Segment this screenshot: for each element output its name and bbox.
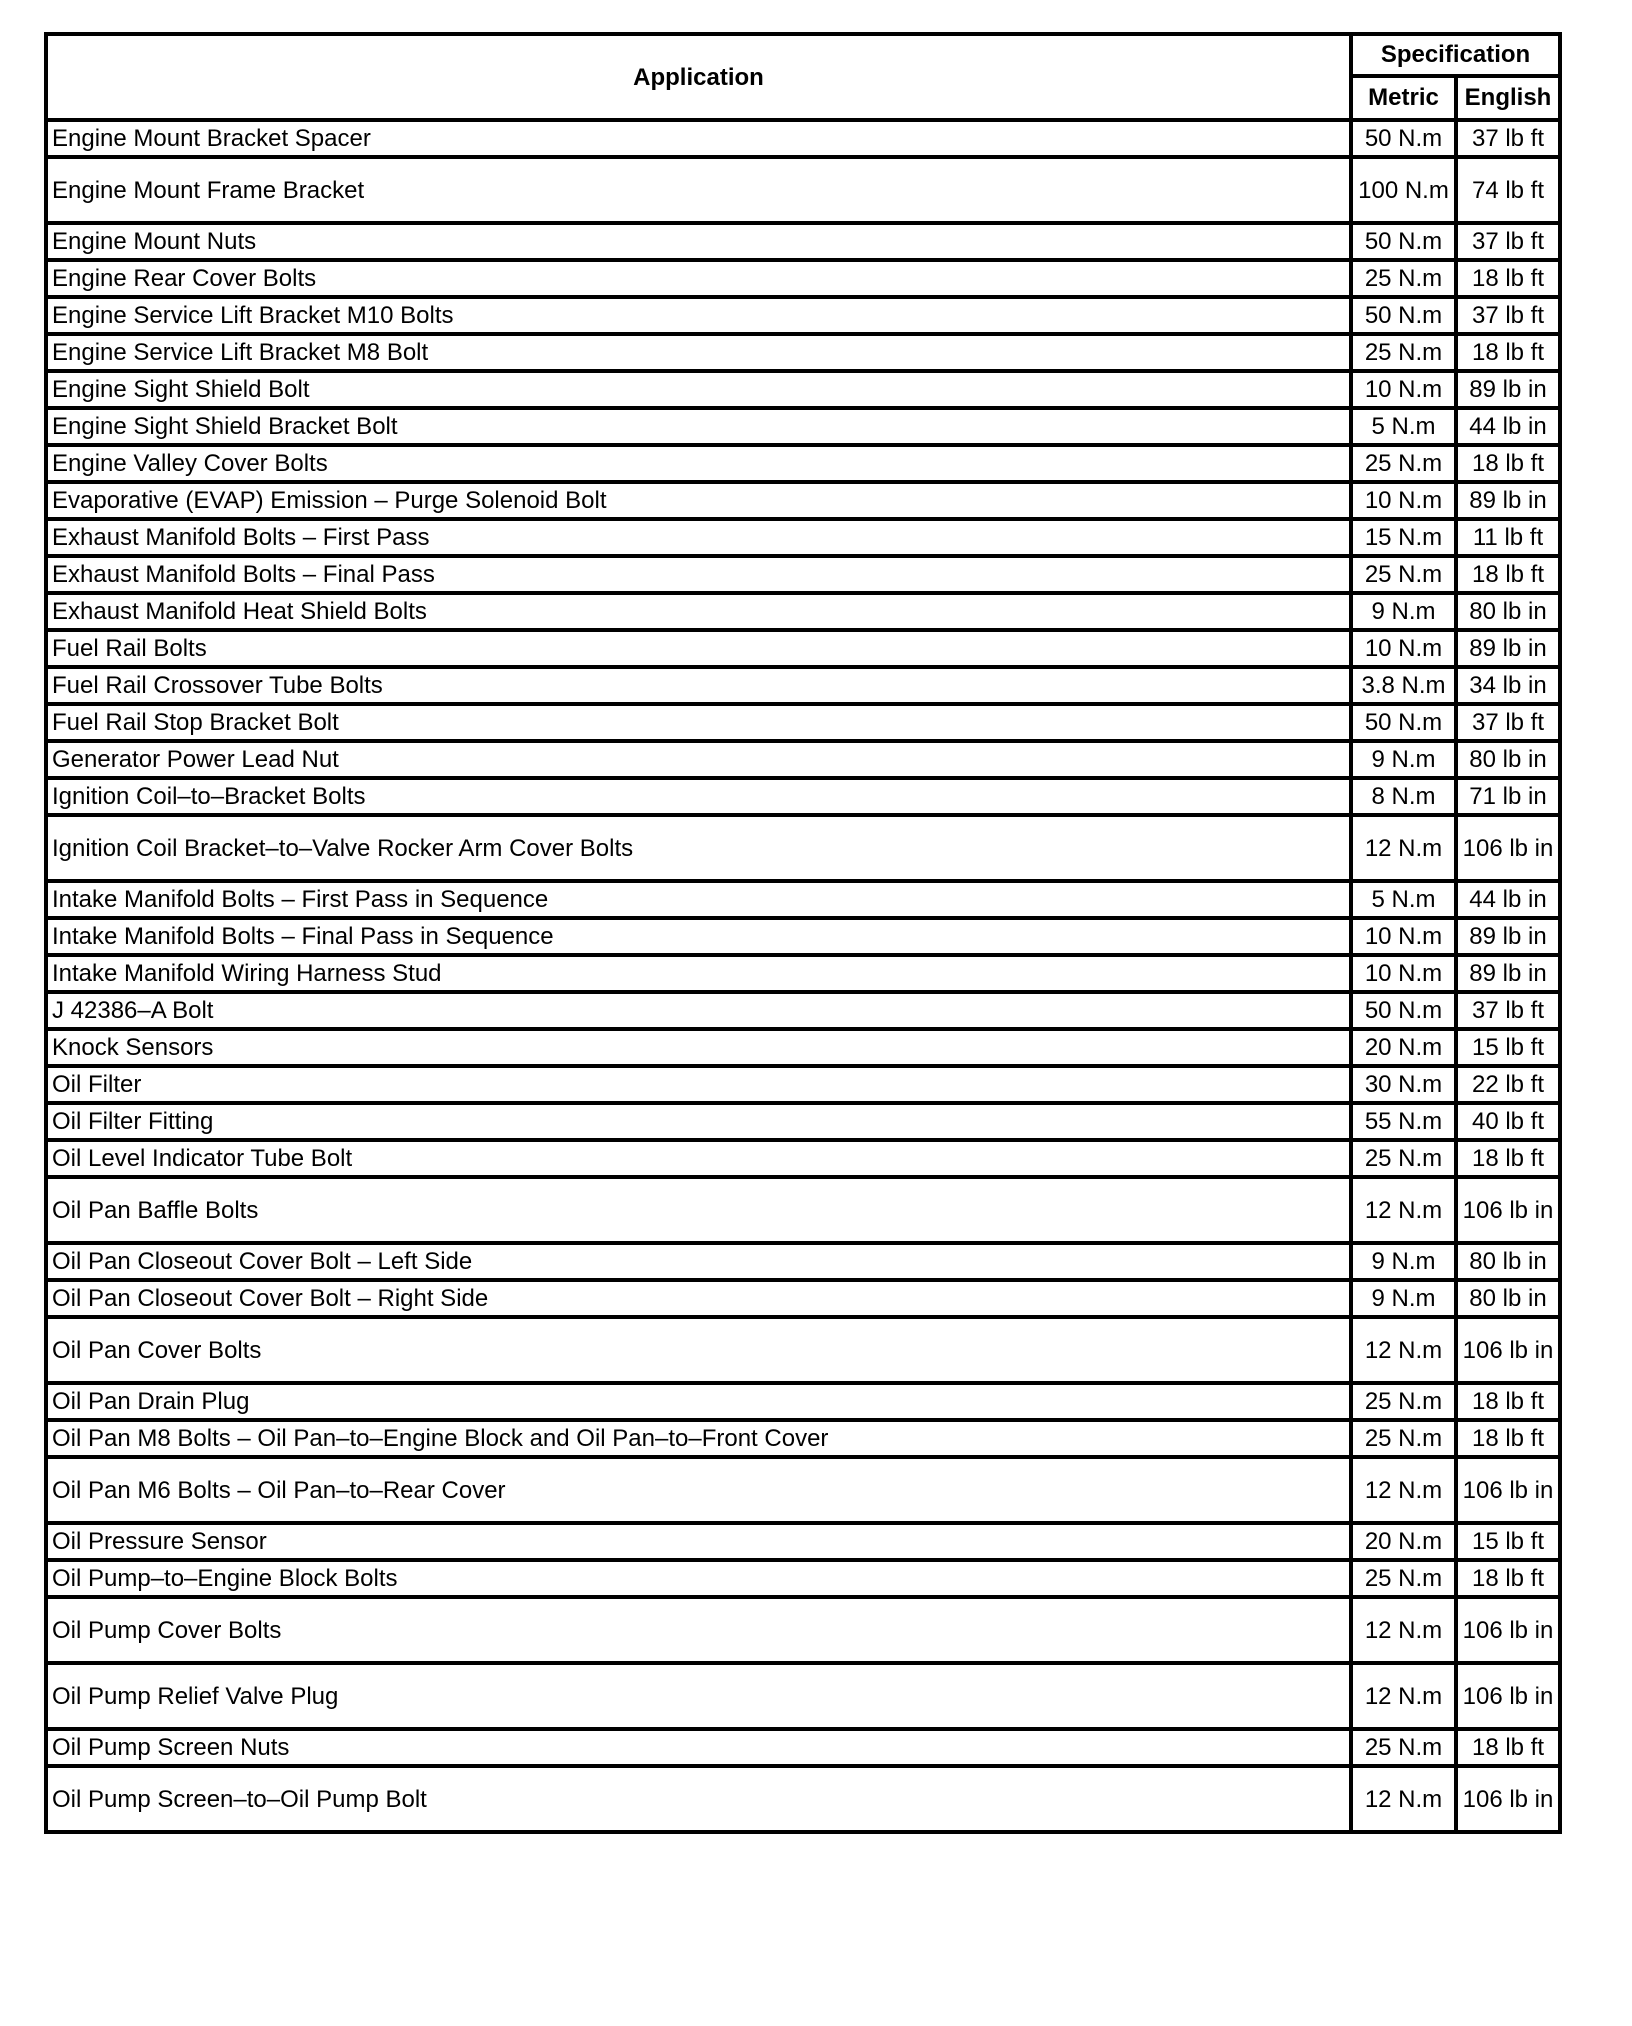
- english-cell: 18 lb ft: [1456, 1383, 1560, 1420]
- english-cell: 106 lb in: [1456, 1766, 1560, 1832]
- metric-cell: 20 N.m: [1351, 1029, 1456, 1066]
- table-row: [46, 918, 1560, 955]
- application-cell: Engine Service Lift Bracket M8 Bolt: [46, 334, 1351, 371]
- table-row: [46, 815, 1560, 881]
- table-row: [46, 1066, 1560, 1103]
- table-row: [46, 445, 1560, 482]
- application-cell: Oil Pan Closeout Cover Bolt – Right Side: [46, 1280, 1351, 1317]
- application-cell: Engine Service Lift Bracket M10 Bolts: [46, 297, 1351, 334]
- english-cell: 106 lb in: [1456, 1457, 1560, 1523]
- application-cell: Intake Manifold Wiring Harness Stud: [46, 955, 1351, 992]
- english-header: English: [1456, 76, 1560, 120]
- table-row: [46, 1317, 1560, 1383]
- application-cell: Oil Pump Screen–to–Oil Pump Bolt: [46, 1766, 1351, 1832]
- table-row: [46, 260, 1560, 297]
- application-cell: Oil Pump–to–Engine Block Bolts: [46, 1560, 1351, 1597]
- metric-cell: 9 N.m: [1351, 1280, 1456, 1317]
- english-cell: 37 lb ft: [1456, 223, 1560, 260]
- english-cell: 71 lb in: [1456, 778, 1560, 815]
- english-cell: 80 lb in: [1456, 1280, 1560, 1317]
- english-cell: 37 lb ft: [1456, 704, 1560, 741]
- table-row: [46, 1140, 1560, 1177]
- english-cell: 11 lb ft: [1456, 519, 1560, 556]
- metric-cell: 50 N.m: [1351, 704, 1456, 741]
- table-row: [46, 1103, 1560, 1140]
- english-cell: 106 lb in: [1456, 1597, 1560, 1663]
- metric-cell: 12 N.m: [1351, 1766, 1456, 1832]
- metric-cell: 10 N.m: [1351, 630, 1456, 667]
- metric-cell: 50 N.m: [1351, 120, 1456, 157]
- application-cell: Oil Pan Baffle Bolts: [46, 1177, 1351, 1243]
- table-row: [46, 223, 1560, 260]
- metric-cell: 8 N.m: [1351, 778, 1456, 815]
- english-cell: 18 lb ft: [1456, 445, 1560, 482]
- metric-cell: 15 N.m: [1351, 519, 1456, 556]
- table-row: [46, 1663, 1560, 1729]
- english-cell: 40 lb ft: [1456, 1103, 1560, 1140]
- metric-cell: 55 N.m: [1351, 1103, 1456, 1140]
- english-cell: 44 lb in: [1456, 408, 1560, 445]
- metric-cell: 12 N.m: [1351, 1663, 1456, 1729]
- metric-cell: 25 N.m: [1351, 1560, 1456, 1597]
- metric-cell: 12 N.m: [1351, 815, 1456, 881]
- table-row: [46, 157, 1560, 223]
- application-cell: Oil Pump Cover Bolts: [46, 1597, 1351, 1663]
- english-cell: 89 lb in: [1456, 918, 1560, 955]
- application-cell: Fuel Rail Stop Bracket Bolt: [46, 704, 1351, 741]
- table-row: [46, 704, 1560, 741]
- english-cell: 18 lb ft: [1456, 260, 1560, 297]
- metric-cell: 25 N.m: [1351, 334, 1456, 371]
- english-cell: 15 lb ft: [1456, 1523, 1560, 1560]
- english-cell: 37 lb ft: [1456, 120, 1560, 157]
- metric-cell: 50 N.m: [1351, 992, 1456, 1029]
- torque-spec-table: [44, 32, 1562, 1834]
- table-row: [46, 556, 1560, 593]
- table-row: [46, 630, 1560, 667]
- metric-cell: 100 N.m: [1351, 157, 1456, 223]
- english-cell: 37 lb ft: [1456, 992, 1560, 1029]
- metric-cell: 12 N.m: [1351, 1597, 1456, 1663]
- metric-cell: 10 N.m: [1351, 955, 1456, 992]
- english-cell: 15 lb ft: [1456, 1029, 1560, 1066]
- table-row: [46, 1420, 1560, 1457]
- application-cell: Oil Level Indicator Tube Bolt: [46, 1140, 1351, 1177]
- english-cell: 80 lb in: [1456, 1243, 1560, 1280]
- metric-cell: 5 N.m: [1351, 408, 1456, 445]
- english-cell: 89 lb in: [1456, 482, 1560, 519]
- application-cell: Intake Manifold Bolts – First Pass in Sequence: [46, 881, 1351, 918]
- table-row: [46, 1729, 1560, 1766]
- english-cell: 89 lb in: [1456, 955, 1560, 992]
- table-row: [46, 778, 1560, 815]
- metric-header: Metric: [1351, 76, 1456, 120]
- english-cell: 18 lb ft: [1456, 334, 1560, 371]
- application-cell: Oil Pressure Sensor: [46, 1523, 1351, 1560]
- metric-cell: 25 N.m: [1351, 556, 1456, 593]
- metric-cell: 25 N.m: [1351, 1140, 1456, 1177]
- table-row: [46, 1280, 1560, 1317]
- metric-cell: 10 N.m: [1351, 371, 1456, 408]
- metric-cell: 25 N.m: [1351, 1729, 1456, 1766]
- application-cell: Intake Manifold Bolts – Final Pass in Sequence: [46, 918, 1351, 955]
- table-row: [46, 120, 1560, 157]
- application-cell: Oil Pump Relief Valve Plug: [46, 1663, 1351, 1729]
- table-row: [46, 408, 1560, 445]
- table-row: [46, 1766, 1560, 1832]
- metric-cell: 25 N.m: [1351, 445, 1456, 482]
- application-cell: Oil Pan Closeout Cover Bolt – Left Side: [46, 1243, 1351, 1280]
- table-row: [46, 1243, 1560, 1280]
- table-row: [46, 519, 1560, 556]
- english-cell: 80 lb in: [1456, 593, 1560, 630]
- table-body: [46, 120, 1560, 1832]
- application-cell: Fuel Rail Crossover Tube Bolts: [46, 667, 1351, 704]
- application-header: Application: [46, 34, 1351, 120]
- application-cell: Ignition Coil Bracket–to–Valve Rocker Arm Cover Bolts: [46, 815, 1351, 881]
- english-cell: 37 lb ft: [1456, 297, 1560, 334]
- application-cell: Engine Mount Bracket Spacer: [46, 120, 1351, 157]
- application-cell: Oil Pan Drain Plug: [46, 1383, 1351, 1420]
- english-cell: 89 lb in: [1456, 630, 1560, 667]
- metric-cell: 50 N.m: [1351, 223, 1456, 260]
- application-cell: Oil Filter Fitting: [46, 1103, 1351, 1140]
- application-cell: Engine Mount Nuts: [46, 223, 1351, 260]
- english-cell: 89 lb in: [1456, 371, 1560, 408]
- table-row: [46, 1177, 1560, 1243]
- english-cell: 106 lb in: [1456, 1317, 1560, 1383]
- application-cell: Oil Pump Screen Nuts: [46, 1729, 1351, 1766]
- english-cell: 18 lb ft: [1456, 1560, 1560, 1597]
- english-cell: 74 lb ft: [1456, 157, 1560, 223]
- metric-cell: 10 N.m: [1351, 918, 1456, 955]
- metric-cell: 9 N.m: [1351, 1243, 1456, 1280]
- application-cell: Engine Rear Cover Bolts: [46, 260, 1351, 297]
- table-row: [46, 881, 1560, 918]
- table-row: [46, 1383, 1560, 1420]
- specification-header: Specification: [1351, 34, 1560, 76]
- metric-cell: 25 N.m: [1351, 260, 1456, 297]
- table-row: [46, 371, 1560, 408]
- english-cell: 18 lb ft: [1456, 1420, 1560, 1457]
- metric-cell: 50 N.m: [1351, 297, 1456, 334]
- application-cell: Exhaust Manifold Bolts – Final Pass: [46, 556, 1351, 593]
- application-cell: Engine Mount Frame Bracket: [46, 157, 1351, 223]
- english-cell: 18 lb ft: [1456, 1140, 1560, 1177]
- table-row: [46, 334, 1560, 371]
- application-cell: Engine Valley Cover Bolts: [46, 445, 1351, 482]
- table-row: [46, 1597, 1560, 1663]
- table-row: [46, 667, 1560, 704]
- metric-cell: 12 N.m: [1351, 1457, 1456, 1523]
- english-cell: 80 lb in: [1456, 741, 1560, 778]
- application-cell: Exhaust Manifold Bolts – First Pass: [46, 519, 1351, 556]
- metric-cell: 9 N.m: [1351, 593, 1456, 630]
- english-cell: 34 lb in: [1456, 667, 1560, 704]
- metric-cell: 12 N.m: [1351, 1317, 1456, 1383]
- table-row: [46, 741, 1560, 778]
- metric-cell: 10 N.m: [1351, 482, 1456, 519]
- table-row: [46, 1029, 1560, 1066]
- table-row: [46, 1457, 1560, 1523]
- english-cell: 18 lb ft: [1456, 556, 1560, 593]
- table-row: [46, 992, 1560, 1029]
- table-row: [46, 955, 1560, 992]
- english-cell: 106 lb in: [1456, 1663, 1560, 1729]
- metric-cell: 20 N.m: [1351, 1523, 1456, 1560]
- application-cell: Oil Pan M8 Bolts – Oil Pan–to–Engine Block and Oil Pan–to–Front Cover: [46, 1420, 1351, 1457]
- application-cell: Knock Sensors: [46, 1029, 1351, 1066]
- application-cell: Ignition Coil–to–Bracket Bolts: [46, 778, 1351, 815]
- application-cell: Exhaust Manifold Heat Shield Bolts: [46, 593, 1351, 630]
- application-cell: Oil Pan M6 Bolts – Oil Pan–to–Rear Cover: [46, 1457, 1351, 1523]
- english-cell: 106 lb in: [1456, 1177, 1560, 1243]
- application-cell: Oil Filter: [46, 1066, 1351, 1103]
- application-cell: Fuel Rail Bolts: [46, 630, 1351, 667]
- english-cell: 18 lb ft: [1456, 1729, 1560, 1766]
- application-cell: Engine Sight Shield Bracket Bolt: [46, 408, 1351, 445]
- application-cell: Generator Power Lead Nut: [46, 741, 1351, 778]
- table-row: [46, 297, 1560, 334]
- application-cell: J 42386–A Bolt: [46, 992, 1351, 1029]
- table-header: [46, 34, 1560, 120]
- application-cell: Engine Sight Shield Bolt: [46, 371, 1351, 408]
- table-row: [46, 482, 1560, 519]
- metric-cell: 25 N.m: [1351, 1420, 1456, 1457]
- metric-cell: 5 N.m: [1351, 881, 1456, 918]
- application-cell: Evaporative (EVAP) Emission – Purge Solenoid Bolt: [46, 482, 1351, 519]
- table-row: [46, 593, 1560, 630]
- metric-cell: 30 N.m: [1351, 1066, 1456, 1103]
- metric-cell: 12 N.m: [1351, 1177, 1456, 1243]
- metric-cell: 9 N.m: [1351, 741, 1456, 778]
- english-cell: 106 lb in: [1456, 815, 1560, 881]
- metric-cell: 3.8 N.m: [1351, 667, 1456, 704]
- table-row: [46, 1560, 1560, 1597]
- metric-cell: 25 N.m: [1351, 1383, 1456, 1420]
- application-cell: Oil Pan Cover Bolts: [46, 1317, 1351, 1383]
- english-cell: 44 lb in: [1456, 881, 1560, 918]
- english-cell: 22 lb ft: [1456, 1066, 1560, 1103]
- table-row: [46, 1523, 1560, 1560]
